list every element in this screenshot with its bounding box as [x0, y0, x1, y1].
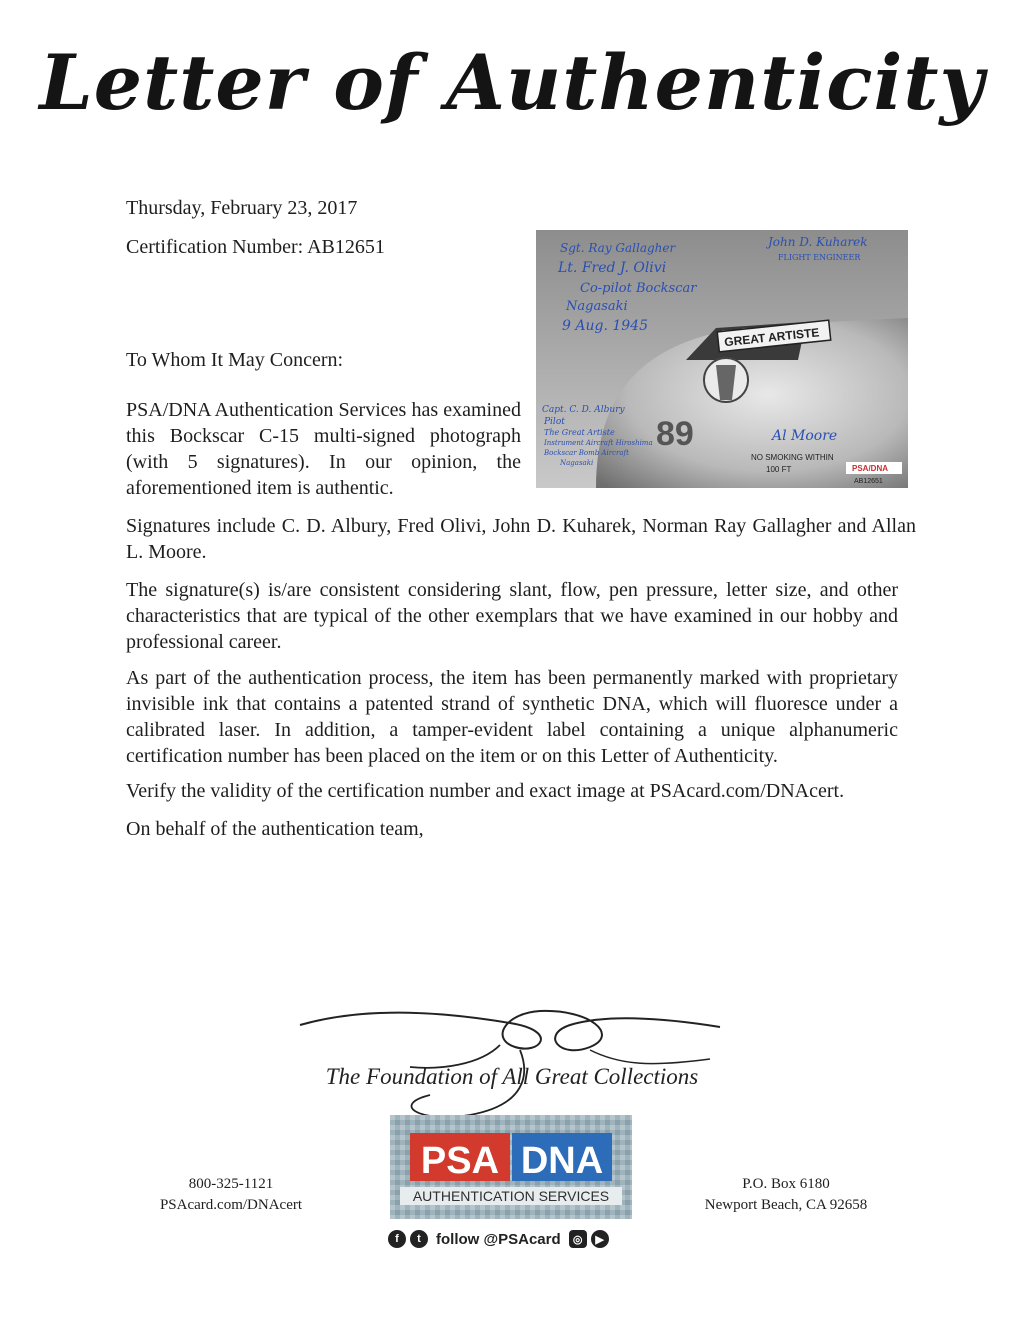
photo-nose-number: 89	[656, 415, 694, 453]
instagram-icon[interactable]: ◎	[569, 1230, 587, 1248]
inscription-6: FLIGHT ENGINEER	[778, 253, 861, 262]
intro-paragraph: PSA/DNA Authentication Services has examined this Bockscar C-15 multi-signed photograph (with 5 signatures). In our opinion, the aforementioned item is authentic.	[126, 399, 521, 499]
inscription-8: Pilot	[544, 417, 565, 427]
inscription-4: 9 Aug. 1945	[562, 318, 648, 334]
inscription-5: John D. Kuharek	[768, 235, 868, 249]
consistency-paragraph: The signature(s) is/are consistent considering slant, flow, pen pressure, letter size, and other characteristics that are typical of the other exemplars that we have examined in our hobby and professional career.	[126, 579, 898, 653]
salutation: To Whom It May Concern:	[126, 349, 344, 371]
inscription-13: Al Moore	[772, 428, 838, 444]
youtube-icon[interactable]: ▶	[591, 1230, 609, 1248]
inscription-9: The Great Artiste	[544, 428, 615, 437]
photo-stencil-2: 100 FT	[766, 465, 792, 474]
twitter-icon[interactable]: t	[410, 1230, 428, 1248]
photo-label-brand: PSA/DNA	[852, 464, 889, 473]
inscription-2: Co-pilot Bockscar	[580, 281, 697, 296]
inscription-12: Nagasaki	[560, 459, 594, 467]
photograph-image	[536, 230, 908, 488]
certification-number: Certification Number: AB12651	[126, 236, 385, 258]
logo-dna: DNA	[520, 1140, 604, 1182]
inscription-0: Sgt. Ray Gallagher	[560, 241, 676, 255]
inscription-7: Capt. C. D. Albury	[542, 405, 625, 415]
psa-dna-logo	[390, 1115, 632, 1219]
logo-psa: PSA	[420, 1140, 500, 1182]
footer-website[interactable]: PSAcard.com/DNAcert	[159, 1197, 303, 1213]
signatures-paragraph: Signatures include C. D. Albury, Fred Olivi, John D. Kuharek, Norman Ray Gallagher and Allan L. Moore.	[126, 515, 916, 563]
page-title: Letter of Authenticity	[39, 38, 985, 127]
inscription-1: Lt. Fred J. Olivi	[558, 260, 667, 276]
facebook-icon[interactable]: f	[388, 1230, 406, 1248]
footer-po-box: P.O. Box 6180	[742, 1176, 830, 1192]
signed-photograph	[536, 230, 908, 488]
photo-cert-label: AB12651	[854, 478, 883, 485]
social-bar	[388, 1226, 638, 1252]
letter-date: Thursday, February 23, 2017	[126, 197, 358, 219]
follow-handle[interactable]: follow @PSAcard	[436, 1230, 561, 1248]
verify-paragraph: Verify the validity of the certification number and exact image at PSAcard.com/DNAcert.	[126, 780, 845, 802]
photo-nose-art: GREAT ARTISTE	[723, 325, 820, 350]
footer-contact	[136, 1174, 326, 1216]
logo-subtitle: AUTHENTICATION SERVICES	[412, 1188, 610, 1204]
footer-city: Newport Beach, CA 92658	[704, 1197, 868, 1213]
inscription-11: Bockscar Bomb Aircraft	[544, 449, 629, 457]
photo-stencil-1: NO SMOKING WITHIN	[751, 453, 834, 462]
behalf-line: On behalf of the authentication team,	[126, 818, 424, 840]
inscription-10: Instrument Aircraft Hiroshima	[544, 439, 653, 447]
process-paragraph: As part of the authentication process, the item has been permanently marked with proprietary invisible ink that contains a patented strand of synthetic DNA, which will fluoresce under a calibrated laser. In addition, a tamper-evident label containing a unique alphanumeric certification number has been placed on the item or on this Letter of Authenticity.	[126, 667, 898, 767]
inscription-3: Nagasaki	[566, 299, 628, 314]
foundation-tagline: The Foundation of All Great Collections	[325, 1064, 699, 1089]
footer-address	[686, 1174, 886, 1216]
footer-phone: 800-325-1121	[188, 1176, 274, 1192]
